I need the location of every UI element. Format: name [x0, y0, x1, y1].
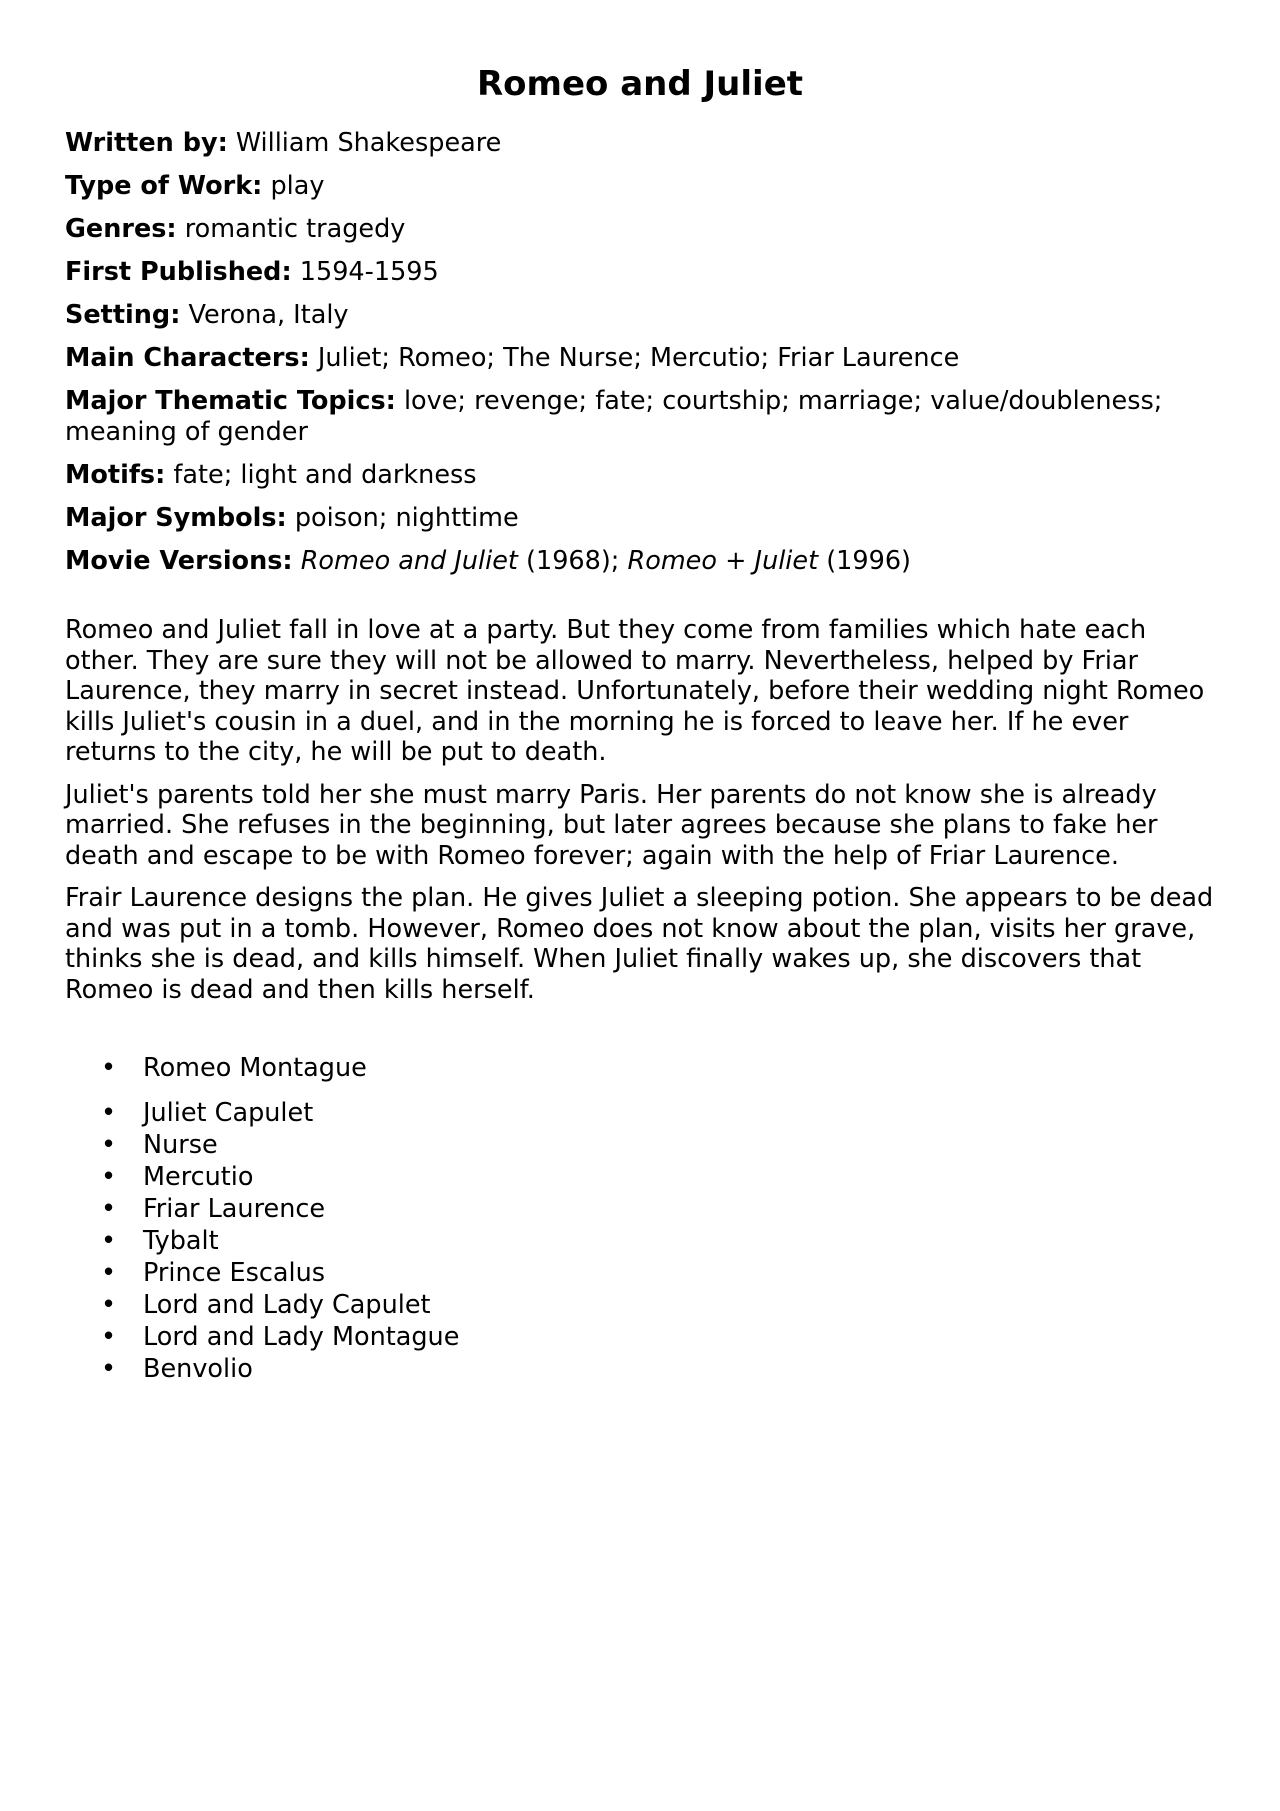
list-item — [65, 1161, 1215, 1193]
fact-label: Movie Versions: — [65, 546, 293, 576]
fact-label: First Published: — [65, 257, 292, 287]
fact-label: Main Characters: — [65, 343, 310, 373]
list-item — [65, 1353, 1215, 1385]
character-name: Friar Laurence — [143, 1194, 326, 1224]
fact-value: poison; nighttime — [294, 503, 519, 533]
fact-value: play — [270, 171, 325, 201]
bullet-icon: • — [101, 1053, 117, 1083]
fact-value: romantic tragedy — [184, 214, 406, 244]
fact-genres — [65, 214, 1215, 245]
fact-thematic-topics — [65, 386, 1215, 448]
character-name: Juliet Capulet — [143, 1098, 314, 1128]
bullet-icon: • — [101, 1162, 117, 1192]
bullet-icon: • — [101, 1194, 117, 1224]
fact-label: Motifs: — [65, 460, 166, 490]
fact-setting — [65, 300, 1215, 331]
facts-section — [65, 128, 1215, 577]
character-name: Romeo Montague — [143, 1053, 367, 1083]
bullet-icon: • — [101, 1354, 117, 1384]
bullet-icon: • — [101, 1130, 117, 1160]
character-name: Tybalt — [143, 1226, 219, 1256]
bullet-icon: • — [101, 1290, 117, 1320]
plot-summary — [65, 615, 1215, 1005]
fact-value: Juliet; Romeo; The Nurse; Mercutio; Friar Laurence — [317, 343, 960, 373]
list-item — [65, 1129, 1215, 1161]
bullet-icon: • — [101, 1098, 117, 1128]
fact-value: Verona, Italy — [188, 300, 349, 330]
fact-label: Major Symbols: — [65, 503, 287, 533]
character-list — [65, 1052, 1215, 1385]
fact-type-of-work — [65, 171, 1215, 202]
bullet-icon: • — [101, 1322, 117, 1352]
list-item — [65, 1257, 1215, 1289]
fact-label: Setting: — [65, 300, 181, 330]
fact-first-published — [65, 257, 1215, 288]
character-name: Nurse — [143, 1130, 218, 1160]
fact-value: 1594-1595 — [299, 257, 439, 287]
film-year: (1968); — [526, 546, 620, 576]
fact-label: Genres: — [65, 214, 177, 244]
character-name: Prince Escalus — [143, 1258, 326, 1288]
fact-movie-versions — [65, 546, 1215, 577]
list-item — [65, 1097, 1215, 1129]
film-year: (1996) — [826, 546, 911, 576]
fact-value: fate; light and darkness — [173, 460, 477, 490]
fact-written-by — [65, 128, 1215, 159]
list-item — [65, 1289, 1215, 1321]
list-item — [65, 1193, 1215, 1225]
fact-label: Type of Work: — [65, 171, 263, 201]
bullet-icon: • — [101, 1258, 117, 1288]
summary-paragraph: Romeo and Juliet fall in love at a party. But they come from families which hate each other. They are sure they will not be allowed to marry. Nevertheless, helped by Friar Laurence, they marry in secret instead. Unfortunately, before their wedding night Romeo kills Juliet's cousin in a duel, and in the morning he is forced to leave her. If he ever returns to the city, he will be put to death. — [65, 615, 1205, 767]
character-name: Mercutio — [143, 1162, 254, 1192]
film-title: Romeo + Juliet — [627, 546, 819, 576]
bullet-icon: • — [101, 1226, 117, 1256]
fact-symbols — [65, 503, 1215, 534]
document-title: Romeo and Juliet — [476, 64, 804, 104]
character-name: Lord and Lady Capulet — [143, 1290, 431, 1320]
fact-label: Major Thematic Topics: — [65, 386, 396, 416]
document-page — [65, 0, 1215, 1385]
list-item — [65, 1052, 1215, 1084]
character-name: Benvolio — [143, 1354, 253, 1384]
list-item — [65, 1225, 1215, 1257]
summary-paragraph: Juliet's parents told her she must marry Paris. Her parents do not know she is already married. She refuses in the beginning, but later agrees because she plans to fake her death and escape to be with Romeo forever; again with the help of Friar Laurence. — [65, 779, 1158, 871]
character-name: Lord and Lady Montague — [143, 1322, 460, 1352]
list-item — [65, 1321, 1215, 1353]
fact-motifs — [65, 460, 1215, 491]
film-title: Romeo and Juliet — [300, 546, 518, 576]
fact-main-characters — [65, 343, 1215, 374]
summary-paragraph: Frair Laurence designs the plan. He gives Juliet a sleeping potion. She appears to be dead and was put in a tomb. However, Romeo does not know about the plan, visits her grave, thinks she is dead, and kills himself. When Juliet finally wakes up, she discovers that Romeo is dead and then kills herself. — [65, 883, 1214, 1005]
fact-value: love; revenge; fate; courtship; marriage; value/doubleness; meaning of gender — [65, 386, 1163, 447]
fact-value: William Shakespeare — [235, 128, 502, 158]
fact-label: Written by: — [65, 128, 228, 158]
